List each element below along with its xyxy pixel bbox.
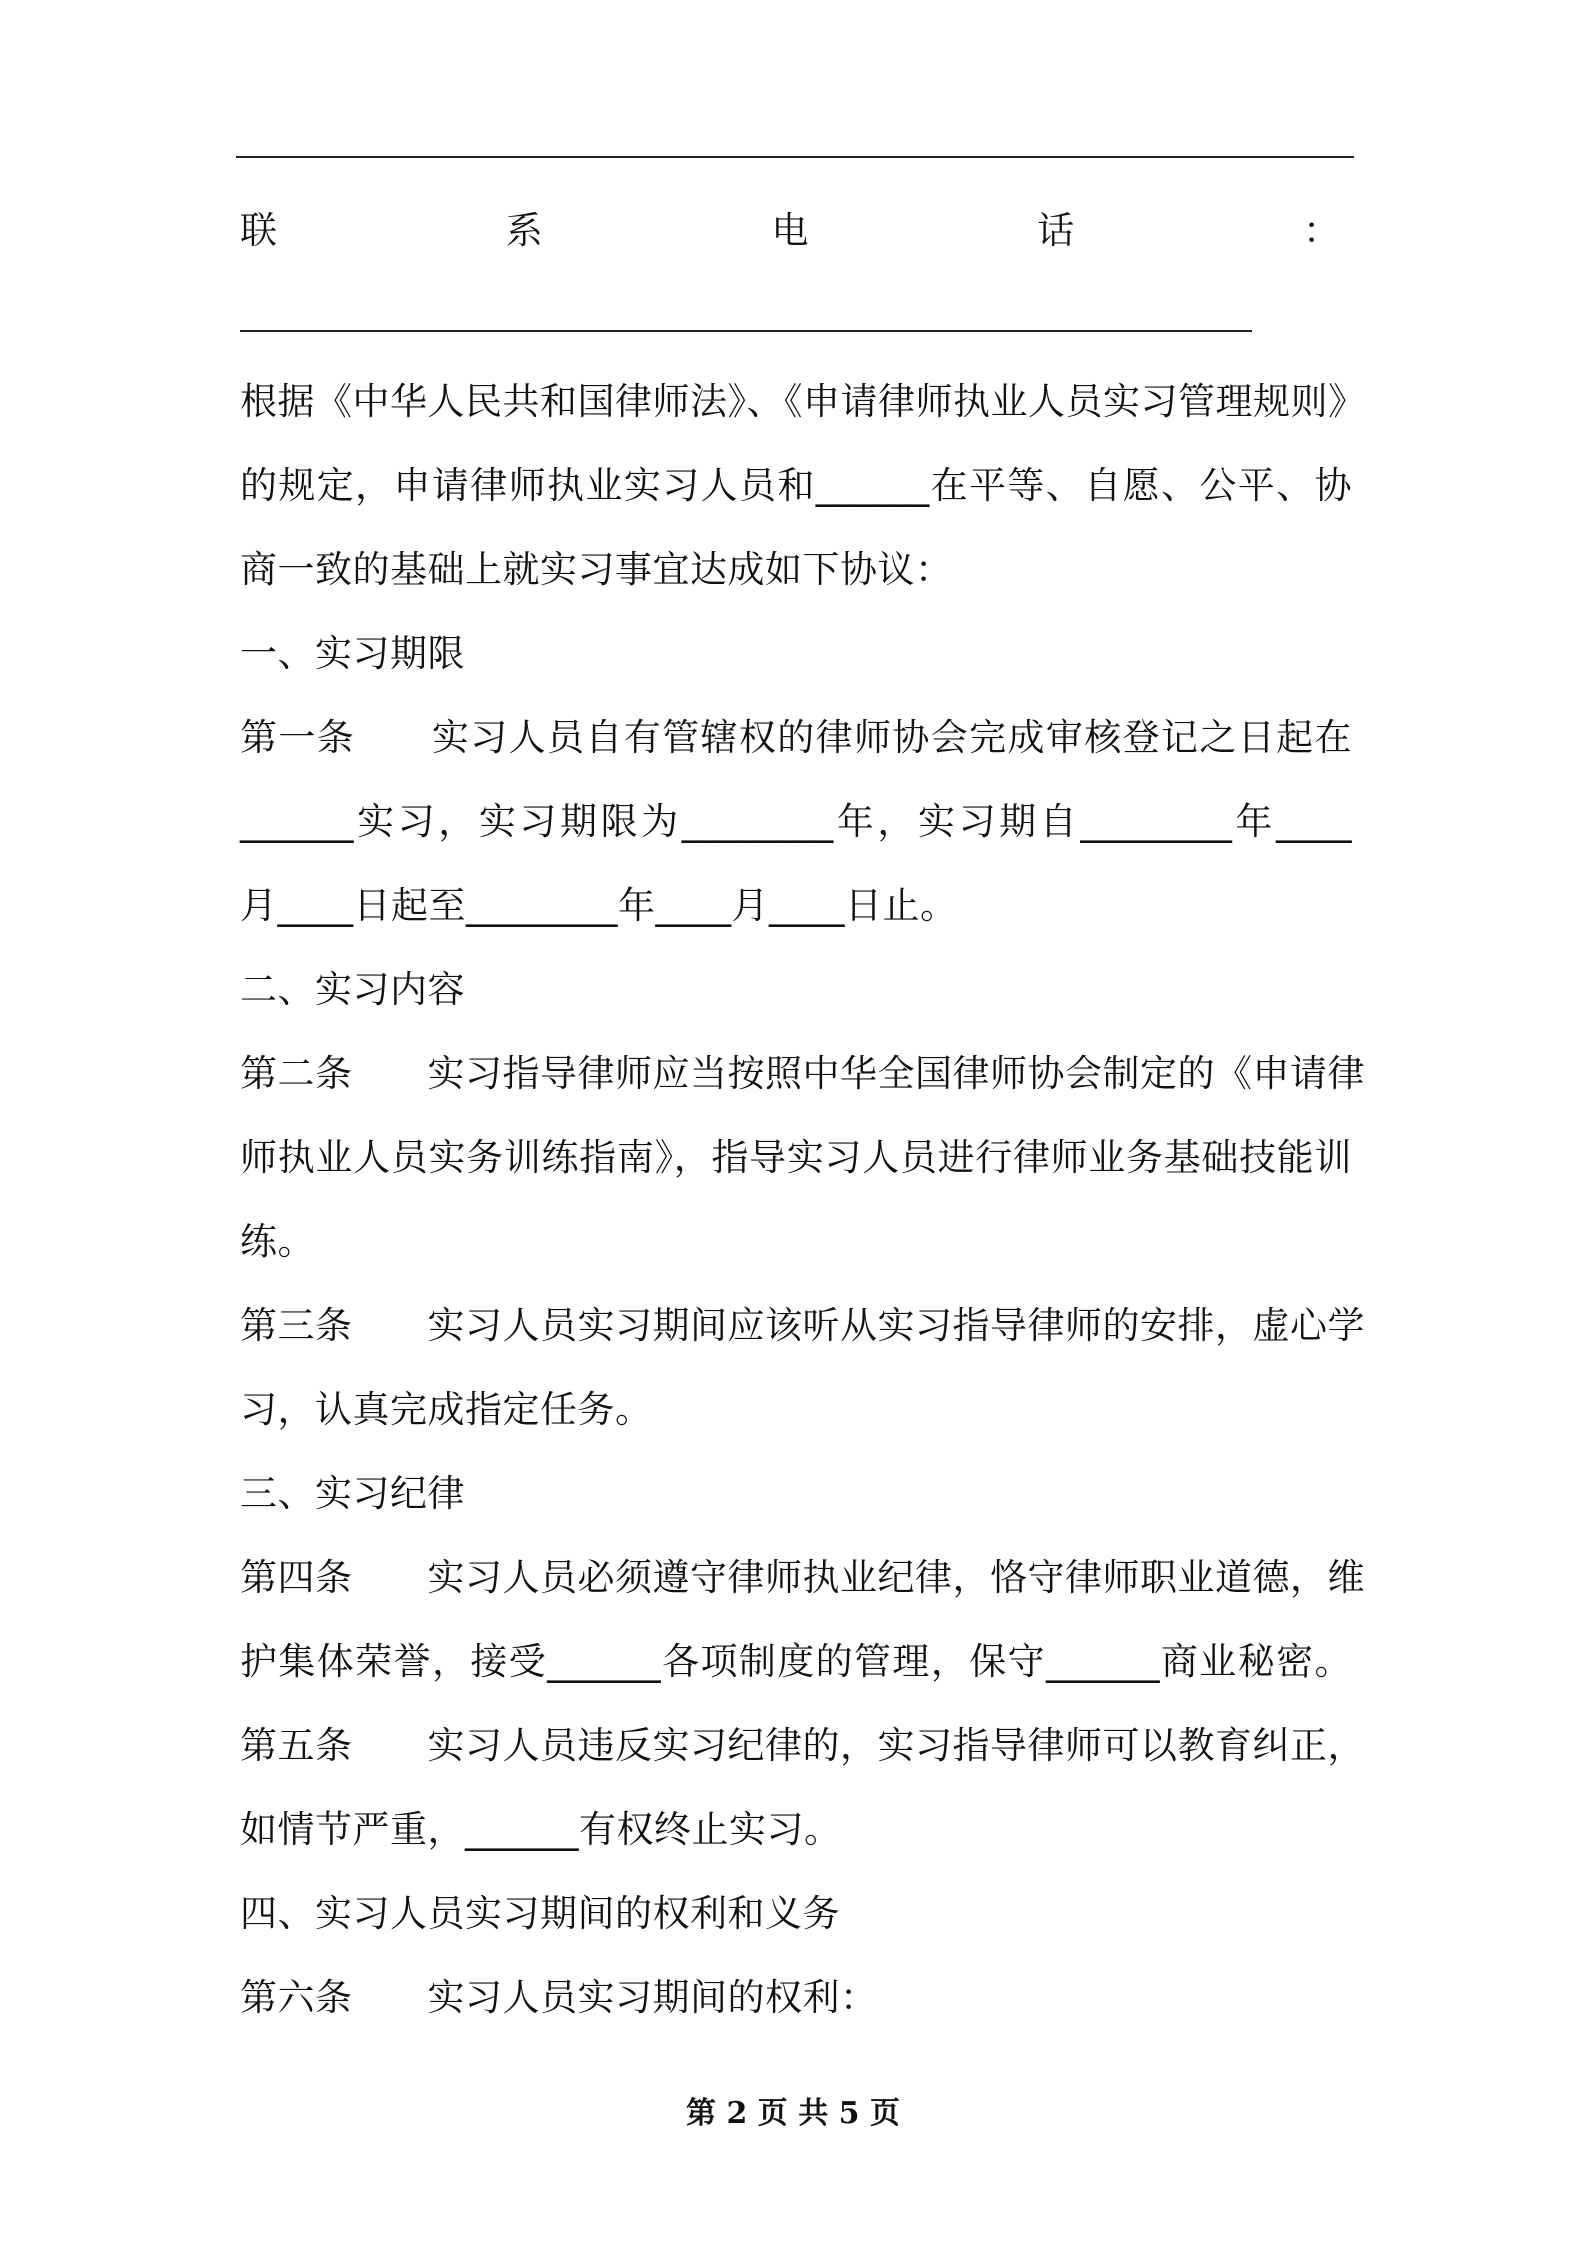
text-line: 第六条 实习人员实习期间的权利： — [240, 1976, 878, 2019]
text-line: 第三条 实习人员实习期间应该听从实习指导律师的安排，虚心学 — [240, 1304, 1365, 1347]
agreement-body — [240, 360, 1366, 2040]
text-line: 商一致的基础上就实习事宜达成如下协议： — [240, 548, 953, 591]
text-line: 根据《中华人民共和国律师法》、《申请律师执业人员实习管理规则》 — [240, 380, 1366, 423]
section-heading: 二、实习内容 — [240, 968, 465, 1011]
contact-char: 电 — [771, 209, 809, 252]
page-number: 第 2 页 共 5 页 — [686, 2096, 900, 2131]
header-rule — [236, 156, 1354, 158]
text-line: 月____日起至________年____月____日止。 — [240, 884, 958, 927]
contact-char: ： — [1303, 209, 1340, 252]
section-heading: 三、实习纪律 — [240, 1472, 465, 1515]
text-line: 练。 — [240, 1220, 315, 1263]
text-line: 第四条 实习人员必须遵守律师执业纪律，恪守律师职业道德，维 — [240, 1556, 1365, 1599]
text-line: 第二条 实习指导律师应当按照中华全国律师协会制定的《申请律 — [240, 1052, 1365, 1095]
contact-phone-label — [240, 196, 1340, 266]
text-line: 师执业人员实务训练指南》，指导实习人员进行律师业务基础技能训 — [240, 1136, 1352, 1179]
contact-char: 话 — [1037, 209, 1075, 252]
text-line: 第五条 实习人员违反实习纪律的，实习指导律师可以教育纠正， — [240, 1724, 1365, 1767]
contact-char: 联 — [240, 209, 277, 252]
contact-phone-blank — [240, 300, 1252, 332]
text-line: 护集体荣誉，接受______各项制度的管理，保守______商业秘密。 — [240, 1640, 1352, 1683]
contact-char: 系 — [505, 209, 543, 252]
section-heading: 一、实习期限 — [240, 632, 465, 675]
text-line: 习，认真完成指定任务。 — [240, 1388, 653, 1431]
text-line: 的规定，申请律师执业实习人员和______在平等、自愿、公平、协 — [240, 464, 1352, 507]
section-heading: 四、实习人员实习期间的权利和义务 — [240, 1892, 840, 1935]
text-line: 如情节严重，______有权终止实习。 — [240, 1808, 842, 1851]
text-line: ______实习，实习期限为________年，实习期自________年____ — [240, 800, 1352, 843]
text-line: 第一条 实习人员自有管辖权的律师协会完成审核登记之日起在 — [240, 716, 1352, 759]
